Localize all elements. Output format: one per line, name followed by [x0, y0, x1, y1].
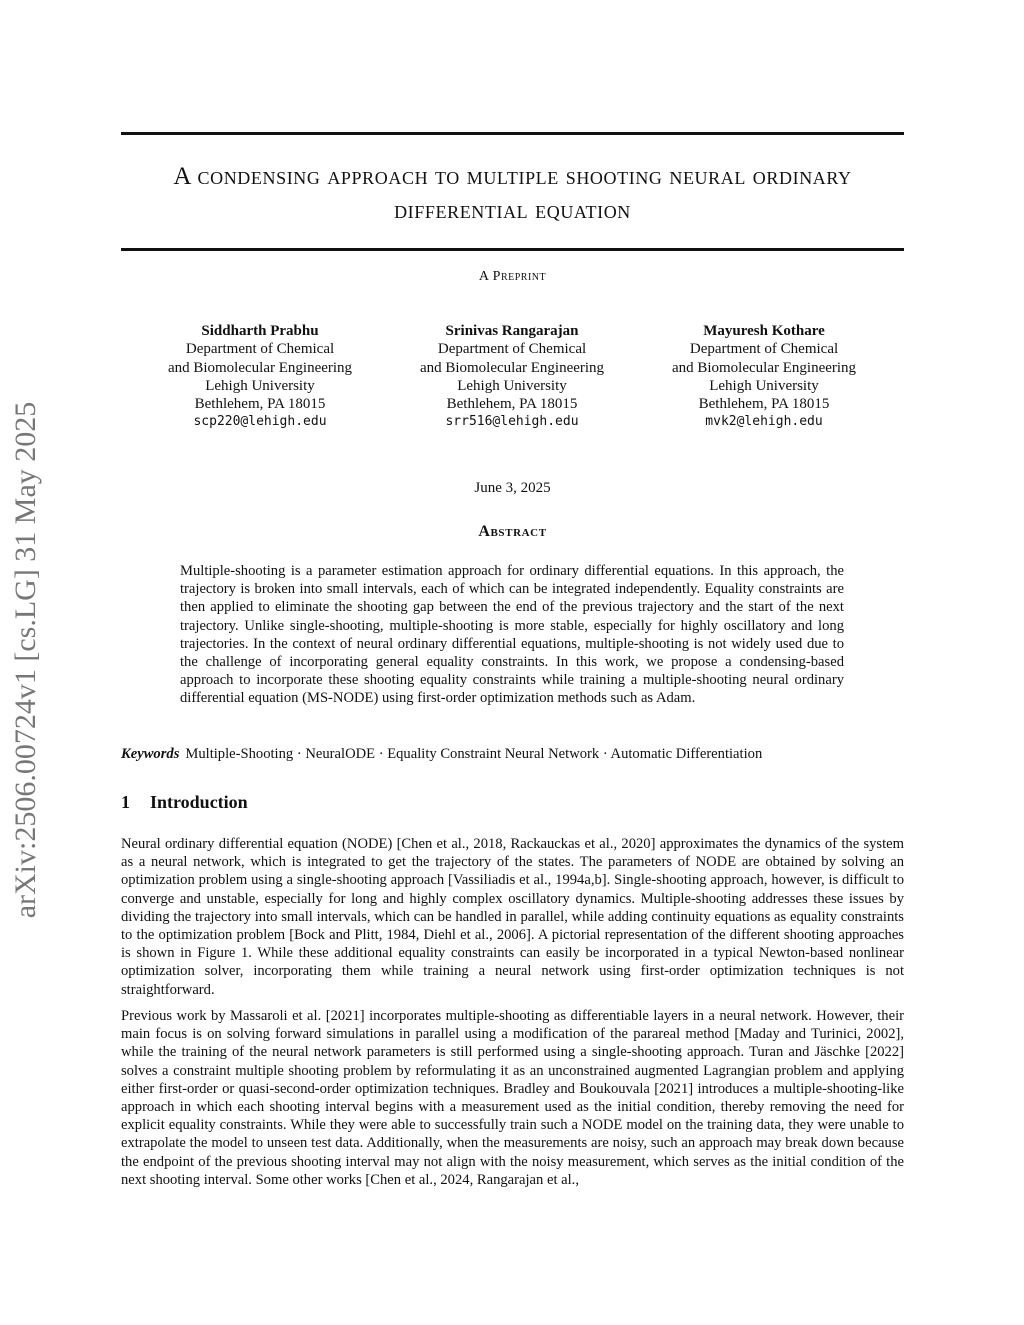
abstract-heading: Abstract	[478, 523, 547, 540]
keywords-label: Keywords	[121, 746, 180, 762]
author-email: scp220@lehigh.edu	[193, 414, 327, 430]
author-department: and Biomolecular Engineering	[167, 359, 353, 376]
abstract-text: Multiple-shooting is a parameter estimation approach for ordinary differential equations. In this approach, the trajectory is broken into small intervals, each of which can be integrated independently. Equality constraints are then applied to eliminate the shooting gap between the end of the previous trajectory and the start of the next trajectory. Unlike single-shooting, multiple-shooting is more stable, especially for highly oscillatory and long trajectories. In the context of neural ordinary differential equations, multiple-shooting is not widely used due to the challenge of incorporating general equality constraints. In this work, we propose a condensing-based approach to incorporate these shooting equality constraints while training a multiple-shooting neural ordinary differential equation (MS-NODE) using first-order optimization methods such as Adam.	[180, 563, 844, 707]
author-card	[634, 322, 894, 432]
publication-date: June 3, 2025	[474, 480, 551, 496]
keywords-list: Multiple-Shooting · NeuralODE · Equality Constraint Neural Network · Automatic Differentiation	[185, 746, 763, 762]
body-paragraph: Neural ordinary differential equation (NODE) [Chen et al., 2018, Rackauckas et al., 2020] approximates the dynamics of the system as a neural network, which is integrated to get the trajectory of the states. The parameters of NODE are obtained by solving an optimization problem using a single-shooting approach [Vassiliadis et al., 1994a,b]. Single-shooting approach, however, is difficult to converge and unstable, especially for long and highly complex oscillatory dynamics. Multiple-shooting addresses these issues by dividing the trajectory into small intervals, which can be handled in parallel, while adding continuity equations as equality constraints to the optimization problem [Bock and Plitt, 1984, Diehl et al., 2006]. A pictorial representation of the different shooting approaches is shown in Figure 1. While these additional equality constraints can easily be incorporated in a typical Newton-based nonlinear optimization solver, incorporating them while training a neural network using first-order optimization techniques is not straightforward.	[121, 836, 904, 998]
author-name: Siddharth Prabhu	[201, 323, 319, 339]
author-department: Department of Chemical	[689, 341, 839, 358]
preprint-label: A Preprint	[478, 269, 547, 284]
author-name: Mayuresh Kothare	[703, 323, 825, 339]
arxiv-identifier-stamp: arXiv:2506.00724v1 [cs.LG] 31 May 2025	[9, 401, 42, 919]
author-email: srr516@lehigh.edu	[445, 414, 579, 430]
author-university: Lehigh University	[457, 377, 567, 394]
author-department: and Biomolecular Engineering	[419, 359, 605, 376]
author-location: Bethlehem, PA 18015	[194, 396, 326, 413]
title-top-rule	[121, 132, 904, 135]
section-title: Introduction	[150, 792, 248, 812]
author-name: Srinivas Rangarajan	[445, 323, 579, 339]
section-number: 1	[121, 792, 130, 812]
author-department: and Biomolecular Engineering	[671, 359, 857, 376]
author-department: Department of Chemical	[437, 341, 587, 358]
author-university: Lehigh University	[709, 377, 819, 394]
author-card	[130, 322, 390, 432]
paper-title: A condensing approach to multiple shooting neural ordinary differential equation	[173, 163, 852, 224]
title-bottom-rule	[121, 248, 904, 251]
author-location: Bethlehem, PA 18015	[446, 396, 578, 413]
author-card	[382, 322, 642, 432]
body-paragraph: Previous work by Massaroli et al. [2021] incorporates multiple-shooting as differentiable layers in a neural network. However, their main focus is on solving forward simulations in parallel using a modification of the parareal method [Maday and Turinici, 2002], while the training of the neural network parameters is still performed using a single-shooting approach. Turan and Jäschke [2022] solves a constraint multiple shooting problem by reformulating it as an unconstrained augmented Lagrangian problem and applying either first-order or quasi-second-order optimization techniques. Bradley and Boukouvala [2021] introduces a multiple-shooting-like approach in which each shooting interval begins with a measurement used as the initial condition, thereby removing the need for explicit equality constraints. While they were able to successfully train such a NODE model on the training data, they were unable to extrapolate the model to unseen test data. Additionally, when the measurements are noisy, such an approach may break down because the endpoint of the previous shooting interval may not align with the noisy measurement, which serves as the initial condition of the next shooting interval. Some other works [Chen et al., 2024, Rangarajan et al.,	[121, 1008, 904, 1188]
section-heading	[121, 792, 904, 813]
keywords-line	[121, 745, 904, 763]
author-block	[121, 322, 904, 442]
author-email: mvk2@lehigh.edu	[705, 414, 823, 430]
author-university: Lehigh University	[205, 377, 315, 394]
author-department: Department of Chemical	[185, 341, 335, 358]
author-location: Bethlehem, PA 18015	[698, 396, 830, 413]
